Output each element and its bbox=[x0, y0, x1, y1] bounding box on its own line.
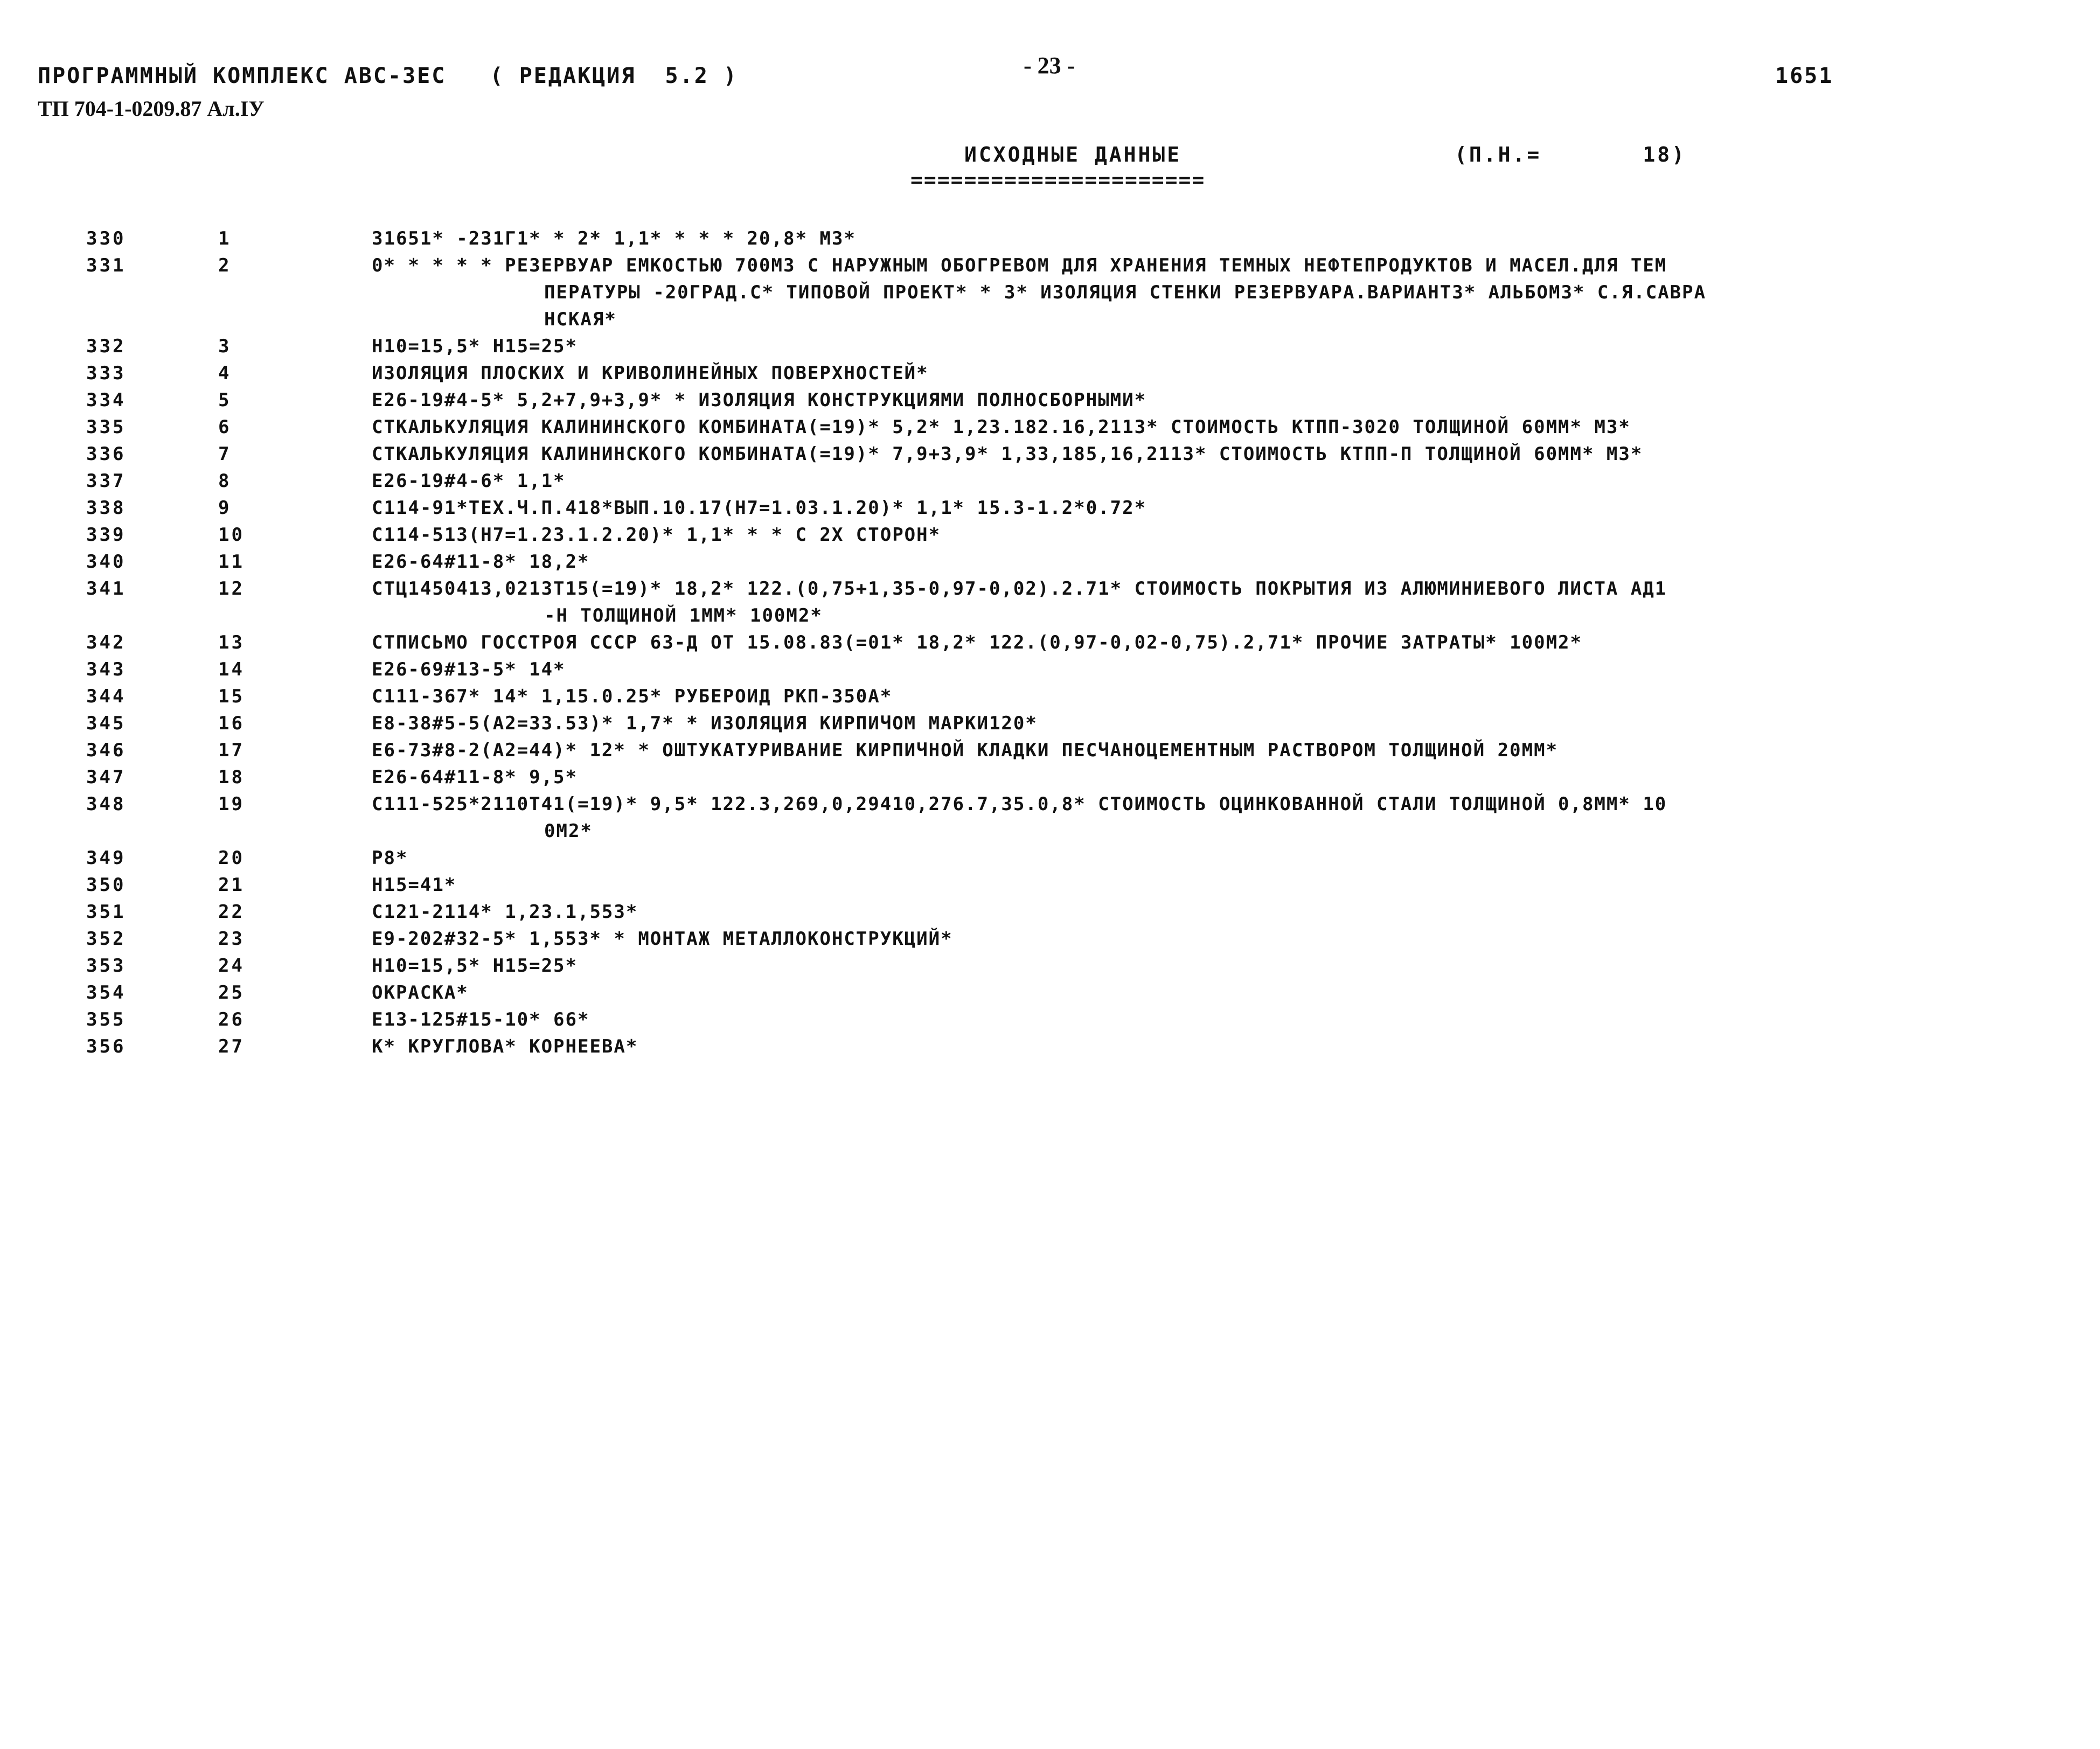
record-text bbox=[372, 494, 2082, 521]
record-number: 21 bbox=[218, 874, 245, 896]
listing-row bbox=[0, 791, 2100, 845]
page-number: - 23 - bbox=[1024, 52, 1075, 79]
record-text-line: Н15=41* bbox=[372, 874, 457, 896]
record-text-line: Е9-202#32-5* 1,553* * МОНТАЖ МЕТАЛЛОКОНСТРУКЦИЙ* bbox=[372, 928, 953, 950]
record-text-line: СТКАЛЬКУЛЯЦИЯ КАЛИНИНСКОГО КОМБИНАТА(=19)* 5,2* 1,23.182.16,2113* СТОИМОСТЬ КТПП-3020 ТОЛЩИНОЙ 60ММ* М3* bbox=[372, 416, 1631, 438]
record-number: 11 bbox=[218, 551, 245, 573]
record-text-line: ОКРАСКА* bbox=[372, 982, 469, 1004]
line-number: 347 bbox=[86, 767, 126, 788]
record-number: 4 bbox=[218, 363, 232, 384]
line-number: 352 bbox=[86, 928, 126, 950]
listing-row bbox=[0, 1033, 2100, 1060]
record-text-line: С114-91*ТЕХ.Ч.П.418*ВЫП.10.17(Н7=1.03.1.20)* 1,1* 15.3-1.2*0.72* bbox=[372, 497, 1147, 519]
listing-row bbox=[0, 575, 2100, 629]
line-number: 349 bbox=[86, 847, 126, 869]
record-text bbox=[372, 898, 2082, 925]
listing-row bbox=[0, 764, 2100, 791]
record-text bbox=[372, 575, 2082, 629]
listing-row bbox=[0, 441, 2100, 468]
line-number: 353 bbox=[86, 955, 126, 977]
record-text-line: Е26-64#11-8* 18,2* bbox=[372, 551, 590, 573]
record-number: 6 bbox=[218, 416, 232, 438]
line-number: 354 bbox=[86, 982, 126, 1004]
record-text bbox=[372, 225, 2082, 252]
record-text bbox=[372, 979, 2082, 1006]
record-text bbox=[372, 656, 2082, 683]
record-number: 22 bbox=[218, 901, 245, 923]
record-text-line: ИЗОЛЯЦИЯ ПЛОСКИХ И КРИВОЛИНЕЙНЫХ ПОВЕРХНОСТЕЙ* bbox=[372, 363, 929, 384]
section-indicator: (П.Н.= 18) bbox=[1455, 143, 1687, 166]
line-number: 333 bbox=[86, 363, 126, 384]
record-text bbox=[372, 872, 2082, 898]
listing-row bbox=[0, 872, 2100, 898]
record-number: 16 bbox=[218, 713, 245, 734]
line-number: 331 bbox=[86, 255, 126, 276]
listing-row bbox=[0, 468, 2100, 494]
listing-row bbox=[0, 925, 2100, 952]
listing-row bbox=[0, 387, 2100, 414]
record-text-line: 0* * * * * РЕЗЕРВУАР ЕМКОСТЬЮ 700М3 С НАРУЖНЫМ ОБОГРЕВОМ ДЛЯ ХРАНЕНИЯ ТЕМНЫХ НЕФТЕПРОДУКТОВ И МАСЕЛ.ДЛЯ ТЕМ bbox=[372, 255, 1667, 276]
record-text bbox=[372, 548, 2082, 575]
listing-row bbox=[0, 360, 2100, 387]
listing-row bbox=[0, 521, 2100, 548]
line-number: 356 bbox=[86, 1036, 126, 1057]
record-text-line: Е26-64#11-8* 9,5* bbox=[372, 767, 578, 788]
record-text bbox=[372, 468, 2082, 494]
record-text bbox=[372, 952, 2082, 979]
record-text bbox=[372, 360, 2082, 387]
record-text bbox=[372, 845, 2082, 872]
record-text-line: Е26-19#4-6* 1,1* bbox=[372, 470, 566, 492]
document-number: 1651 bbox=[1775, 64, 1834, 88]
line-number: 348 bbox=[86, 793, 126, 815]
record-text-line: Е26-69#13-5* 14* bbox=[372, 659, 566, 680]
record-number: 18 bbox=[218, 767, 245, 788]
program-header: ПРОГРАММНЫЙ КОМПЛЕКС АВС-ЗЕС ( РЕДАКЦИЯ 5.2 ) bbox=[38, 64, 738, 88]
page-title: ИСХОДНЫЕ ДАННЫЕ bbox=[964, 143, 1182, 166]
record-text-continuation: НСКАЯ* bbox=[544, 309, 617, 330]
record-number: 1 bbox=[218, 228, 232, 249]
record-text bbox=[372, 252, 2082, 333]
record-number: 26 bbox=[218, 1009, 245, 1030]
listing-row bbox=[0, 629, 2100, 656]
line-number: 350 bbox=[86, 874, 126, 896]
record-text bbox=[372, 333, 2082, 360]
listing-row bbox=[0, 414, 2100, 441]
line-number: 344 bbox=[86, 686, 126, 707]
record-number: 23 bbox=[218, 928, 245, 950]
listing-row bbox=[0, 952, 2100, 979]
line-number: 341 bbox=[86, 578, 126, 600]
record-text-line: С121-2114* 1,23.1,553* bbox=[372, 901, 638, 923]
record-number: 24 bbox=[218, 955, 245, 977]
record-text bbox=[372, 764, 2082, 791]
listing-row bbox=[0, 656, 2100, 683]
record-number: 15 bbox=[218, 686, 245, 707]
listing-row bbox=[0, 710, 2100, 737]
listing-row bbox=[0, 979, 2100, 1006]
line-number: 335 bbox=[86, 416, 126, 438]
line-number: 337 bbox=[86, 470, 126, 492]
line-number: 340 bbox=[86, 551, 126, 573]
record-text-line: К* КРУГЛОВА* КОРНЕЕВА* bbox=[372, 1036, 638, 1057]
record-text-line: Р8* bbox=[372, 847, 408, 869]
line-number: 351 bbox=[86, 901, 126, 923]
record-number: 27 bbox=[218, 1036, 245, 1057]
record-number: 19 bbox=[218, 793, 245, 815]
record-number: 14 bbox=[218, 659, 245, 680]
record-text bbox=[372, 737, 2082, 764]
record-number: 9 bbox=[218, 497, 232, 519]
listing-row bbox=[0, 845, 2100, 872]
line-number: 336 bbox=[86, 443, 126, 465]
record-text-line: Н10=15,5* Н15=25* bbox=[372, 336, 578, 357]
record-text bbox=[372, 387, 2082, 414]
listing-row bbox=[0, 1006, 2100, 1033]
line-number: 346 bbox=[86, 740, 126, 761]
listing-row bbox=[0, 548, 2100, 575]
record-text bbox=[372, 414, 2082, 441]
record-text-line: Е26-19#4-5* 5,2+7,9+3,9* * ИЗОЛЯЦИЯ КОНСТРУКЦИЯМИ ПОЛНОСБОРНЫМИ* bbox=[372, 389, 1147, 411]
record-number: 5 bbox=[218, 389, 232, 411]
record-text-continuation: ПЕРАТУРЫ -20ГРАД.С* ТИПОВОЙ ПРОЕКТ* * 3* ИЗОЛЯЦИЯ СТЕНКИ РЕЗЕРВУАРА.ВАРИАНТ3* АЛЬБОМ3* С.Я.САВРА bbox=[544, 282, 1707, 303]
record-number: 8 bbox=[218, 470, 232, 492]
record-text bbox=[372, 1033, 2082, 1060]
line-number: 355 bbox=[86, 1009, 126, 1030]
listing-row bbox=[0, 225, 2100, 252]
line-number: 343 bbox=[86, 659, 126, 680]
project-code: ТП 704-1-0209.87 Ал.IУ bbox=[38, 96, 265, 121]
line-number: 342 bbox=[86, 632, 126, 653]
record-text bbox=[372, 710, 2082, 737]
record-number: 10 bbox=[218, 524, 245, 546]
record-text-line: Е13-125#15-10* 66* bbox=[372, 1009, 590, 1030]
record-text bbox=[372, 521, 2082, 548]
record-text-line: С111-367* 14* 1,15.0.25* РУБЕРОИД РКП-350А* bbox=[372, 686, 893, 707]
record-text-line: Н10=15,5* Н15=25* bbox=[372, 955, 578, 977]
record-number: 17 bbox=[218, 740, 245, 761]
listing-row bbox=[0, 252, 2100, 333]
record-text-line: Е8-38#5-5(А2=33.53)* 1,7* * ИЗОЛЯЦИЯ КИРПИЧОМ МАРКИ120* bbox=[372, 713, 1038, 734]
record-number: 25 bbox=[218, 982, 245, 1004]
record-text-line: СТЦ1450413,0213Т15(=19)* 18,2* 122.(0,75+1,35-0,97-0,02).2.71* СТОИМОСТЬ ПОКРЫТИЯ ИЗ АЛЮМИНИЕВОГО ЛИСТА АД1 bbox=[372, 578, 1667, 600]
listing-row bbox=[0, 683, 2100, 710]
line-number: 345 bbox=[86, 713, 126, 734]
record-text-line: СТПИСЬМО ГОССТРОЯ СССР 63-Д ОТ 15.08.83(=01* 18,2* 122.(0,97-0,02-0,75).2,71* ПРОЧИЕ ЗАТРАТЫ* 100М2* bbox=[372, 632, 1582, 653]
listing-row bbox=[0, 898, 2100, 925]
record-number: 20 bbox=[218, 847, 245, 869]
record-text bbox=[372, 925, 2082, 952]
listing-row bbox=[0, 737, 2100, 764]
record-number: 7 bbox=[218, 443, 232, 465]
record-text-line: Е6-73#8-2(А2=44)* 12* * ОШТУКАТУРИВАНИЕ КИРПИЧНОЙ КЛАДКИ ПЕСЧАНОЦЕМЕНТНЫМ РАСТВОРОМ ТОЛЩИНОЙ 20ММ* bbox=[372, 740, 1559, 761]
record-text-line: 31651* -231Г1* * 2* 1,1* * * * 20,8* М3* bbox=[372, 228, 856, 249]
record-text-continuation: -Н ТОЛЩИНОЙ 1ММ* 100М2* bbox=[544, 605, 823, 626]
record-text bbox=[372, 441, 2082, 468]
line-number: 339 bbox=[86, 524, 126, 546]
record-text-line: СТКАЛЬКУЛЯЦИЯ КАЛИНИНСКОГО КОМБИНАТА(=19)* 7,9+3,9* 1,33,185,16,2113* СТОИМОСТЬ КТПП-П ТОЛЩИНОЙ 60ММ* М3* bbox=[372, 443, 1643, 465]
record-text-continuation: 0М2* bbox=[544, 820, 593, 842]
record-text bbox=[372, 629, 2082, 656]
listing-row bbox=[0, 333, 2100, 360]
record-text-line: С114-513(Н7=1.23.1.2.20)* 1,1* * * С 2Х СТОРОН* bbox=[372, 524, 941, 546]
listing-row bbox=[0, 494, 2100, 521]
record-number: 13 bbox=[218, 632, 245, 653]
line-number: 338 bbox=[86, 497, 126, 519]
title-underline: ====================== bbox=[910, 168, 1206, 192]
line-number: 334 bbox=[86, 389, 126, 411]
record-number: 3 bbox=[218, 336, 232, 357]
record-text bbox=[372, 791, 2082, 845]
record-text bbox=[372, 1006, 2082, 1033]
line-number: 330 bbox=[86, 228, 126, 249]
record-number: 2 bbox=[218, 255, 232, 276]
line-number: 332 bbox=[86, 336, 126, 357]
data-listing bbox=[0, 225, 2100, 1060]
record-text bbox=[372, 683, 2082, 710]
record-number: 12 bbox=[218, 578, 245, 600]
record-text-line: С111-525*2110Т41(=19)* 9,5* 122.3,269,0,29410,276.7,35.0,8* СТОИМОСТЬ ОЦИНКОВАННОЙ СТАЛИ ТОЛЩИНОЙ 0,8ММ* 10 bbox=[372, 793, 1667, 815]
